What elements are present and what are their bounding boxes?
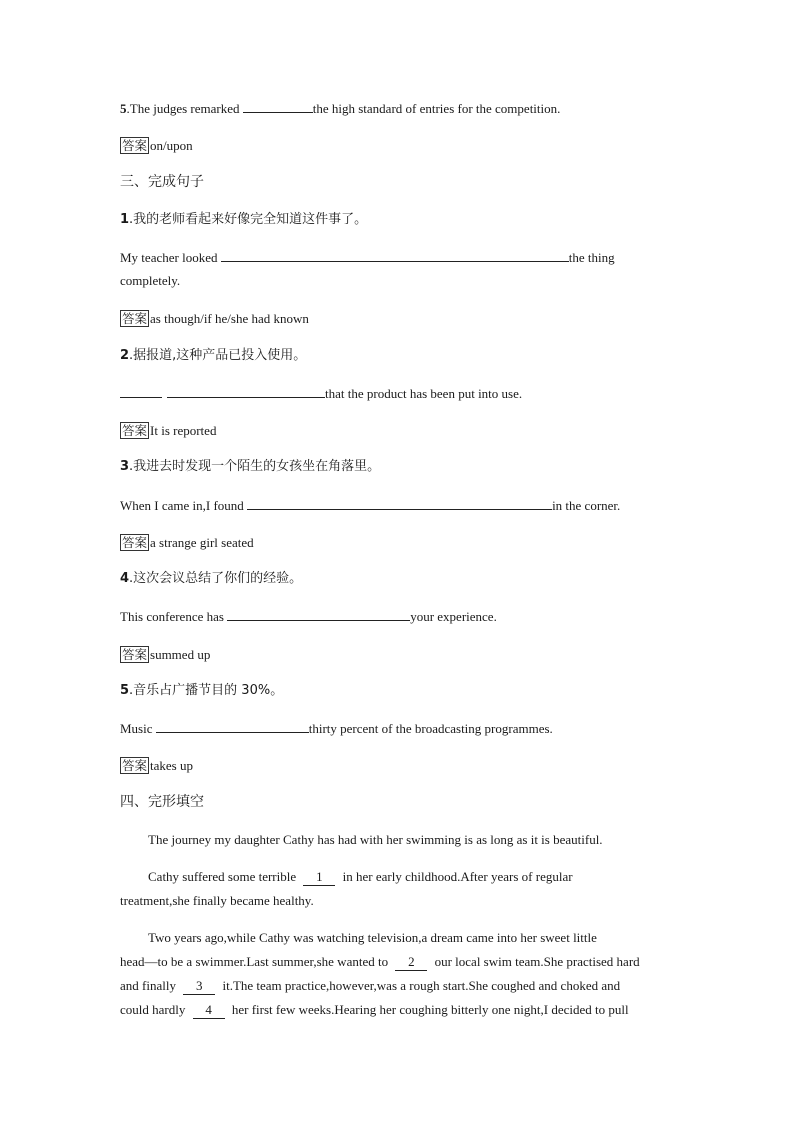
cloze-blank-3: 3	[183, 978, 215, 995]
section-heading: 四、完形填空	[120, 794, 204, 810]
answer-blank	[167, 385, 325, 398]
chinese-prompt: .我进去时发现一个陌生的女孩坐在角落里。	[129, 459, 381, 474]
passage-text: it.The team practice,however,was a rough start.She coughed and choked and	[219, 978, 621, 993]
answer-blank	[120, 385, 162, 398]
answer-blank	[221, 249, 569, 262]
answer-blank	[243, 100, 313, 113]
answer-row	[120, 310, 309, 327]
sentence-5-en	[120, 720, 553, 737]
answer-text: summed up	[150, 647, 211, 662]
sentence-text: in the corner.	[552, 498, 621, 513]
chinese-prompt: .音乐占广播节目的 30%。	[129, 683, 284, 698]
chinese-prompt: .我的老师看起来好像完全知道这件事了。	[129, 212, 368, 227]
answer-badge: 答案	[122, 423, 148, 438]
sentence-3-en	[120, 497, 620, 514]
cloze-blank-2: 2	[395, 954, 427, 971]
answer-badge: 答案	[122, 535, 148, 550]
sentence-number: 1	[120, 212, 130, 227]
sentence-5-cn	[120, 683, 283, 699]
sentence-text: that the product has been put into use.	[325, 386, 523, 401]
answer-row	[120, 422, 216, 439]
question-number: 5	[120, 101, 127, 116]
cloze-paragraph: Two years ago,while Cathy was watching television,a dream came into her sweet little	[148, 930, 597, 945]
cloze-line	[120, 1002, 629, 1019]
sentence-number: 2	[120, 348, 130, 363]
answer-row	[120, 646, 210, 663]
answer-badge: 答案	[122, 758, 148, 773]
answer-blank	[156, 720, 309, 733]
passage-text: in her early childhood.After years of regular	[339, 869, 573, 884]
passage-text: head—to be a swimmer.Last summer,she wanted to	[120, 954, 392, 969]
sentence-1-cn	[120, 212, 367, 228]
answer-row	[120, 534, 254, 551]
sentence-text: When I came in,I found	[120, 498, 248, 513]
answer-badge: 答案	[122, 647, 148, 662]
cloze-line	[120, 978, 620, 995]
cloze-paragraph	[120, 869, 573, 886]
sentence-number: 5	[120, 683, 130, 698]
answer-text: on/upon	[150, 138, 193, 153]
answer-text: It is reported	[150, 423, 217, 438]
cloze-blank-1: 1	[303, 869, 335, 886]
answer-row	[120, 137, 193, 154]
sentence-4-en	[120, 608, 497, 625]
sentence-text: your experience.	[410, 609, 497, 624]
passage-text: our local swim team.She practised hard	[431, 954, 640, 969]
cloze-line	[120, 954, 640, 971]
sentence-text: Music	[120, 721, 156, 736]
answer-blank	[227, 608, 410, 621]
answer-badge: 答案	[122, 311, 148, 326]
sentence-number: 3	[120, 459, 130, 474]
sentence-2-en	[120, 385, 522, 402]
cloze-blank-4: 4	[193, 1002, 225, 1019]
answer-badge: 答案	[122, 138, 148, 153]
answer-text: takes up	[150, 758, 193, 773]
answer-text: as though/if he/she had known	[150, 311, 309, 326]
answer-row	[120, 757, 193, 774]
sentence-text: My teacher looked	[120, 250, 221, 265]
passage-text: Cathy suffered some terrible	[148, 869, 300, 884]
sentence-3-cn	[120, 459, 380, 475]
sentence-1-en	[120, 249, 615, 266]
question-text: the high standard of entries for the competition.	[312, 101, 561, 116]
question-text: .The judges remarked	[126, 101, 243, 116]
chinese-prompt: .据报道,这种产品已投入使用。	[129, 348, 307, 363]
passage-text: and finally	[120, 978, 180, 993]
sentence-4-cn	[120, 571, 302, 587]
chinese-prompt: .这次会议总结了你们的经验。	[129, 571, 303, 586]
sentence-1-cont: completely.	[120, 273, 181, 288]
cloze-paragraph: The journey my daughter Cathy has had with her swimming is as long as it is beautiful.	[148, 832, 603, 847]
passage-text: her first few weeks.Hearing her coughing bitterly one night,I decided to pull	[228, 1002, 629, 1017]
section-heading: 三、完成句子	[120, 174, 204, 190]
answer-blank	[247, 497, 552, 510]
sentence-text: the thing	[568, 250, 615, 265]
passage-text: could hardly	[120, 1002, 189, 1017]
answer-text: a strange girl seated	[150, 535, 254, 550]
cloze-line: treatment,she finally became healthy.	[120, 893, 314, 908]
question-5-prev	[120, 100, 560, 117]
sentence-2-cn	[120, 348, 306, 364]
sentence-text: thirty percent of the broadcasting programmes.	[308, 721, 553, 736]
sentence-text: This conference has	[120, 609, 228, 624]
sentence-number: 4	[120, 571, 130, 586]
